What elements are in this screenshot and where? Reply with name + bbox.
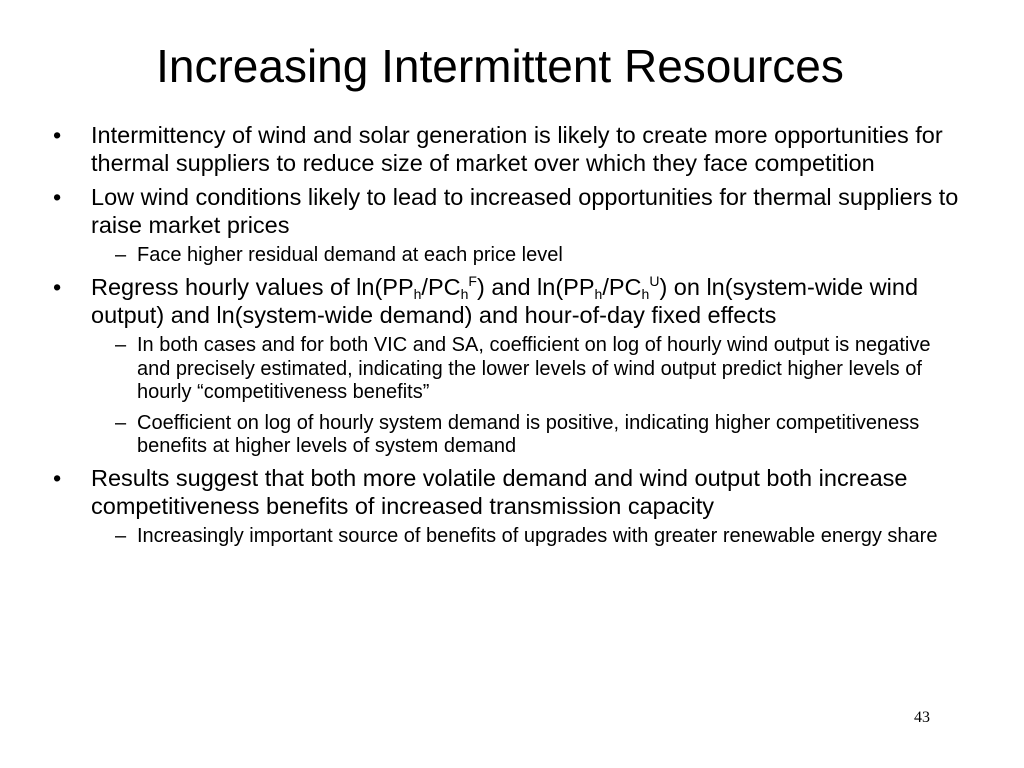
subscript: h <box>460 286 469 303</box>
bullet-marker: • <box>53 274 62 301</box>
sub-bullet-item <box>91 525 960 548</box>
slide-title: Increasing Intermittent Resources <box>156 40 844 92</box>
bullet-text: Intermittency of wind and solar generation is likely to create more opportunities for thermal suppliers to reduce size of market over which they face competition <box>91 122 943 176</box>
subscript: h <box>641 286 650 303</box>
dash-marker: – <box>115 334 127 357</box>
subscript: h <box>594 286 603 303</box>
page-number: 43 <box>914 709 930 726</box>
text-part: /PC <box>602 274 642 301</box>
slide-content <box>50 122 960 556</box>
sub-bullet-text: Face higher residual demand at each price level <box>137 244 563 266</box>
text-part: Regress hourly values of ln(PP <box>91 274 414 301</box>
bullet-text <box>91 274 918 328</box>
sub-bullet-list <box>91 244 960 267</box>
sub-bullet-text: In both cases and for both VIC and SA, coefficient on log of hourly wind output is negative and precisely estimated, indicating the lower levels of wind output predict higher levels of hourly “competitiveness benefits” <box>137 334 931 404</box>
superscript: U <box>649 273 660 290</box>
text-part: /PC <box>421 274 461 301</box>
bullet-text: Results suggest that both more volatile demand and wind output both increase competitiveness benefits of increased transmission capacity <box>91 465 908 519</box>
sub-bullet-list <box>91 334 960 458</box>
bullet-list <box>50 122 960 549</box>
sub-bullet-item <box>91 334 960 404</box>
bullet-item <box>50 465 960 548</box>
text-part: ) on ln(system-wide wind output) and ln(system-wide demand) and hour-of-day fixed effects <box>91 274 919 328</box>
text-part: ) and ln(PP <box>476 274 595 301</box>
bullet-marker: • <box>53 465 62 492</box>
dash-marker: – <box>115 411 127 434</box>
dash-marker: – <box>115 244 127 266</box>
subscript: h <box>413 286 422 303</box>
bullet-text: Low wind conditions likely to lead to increased opportunities for thermal suppliers to raise market prices <box>91 184 959 238</box>
dash-marker: – <box>115 525 127 548</box>
sub-bullet-item <box>91 412 960 459</box>
sub-bullet-text: Increasingly important source of benefits of upgrades with greater renewable energy share <box>137 525 938 548</box>
bullet-item <box>50 122 960 177</box>
bullet-marker: • <box>53 184 62 210</box>
bullet-marker: • <box>53 122 62 148</box>
bullet-item <box>50 274 960 458</box>
sub-bullet-item <box>91 244 960 267</box>
sub-bullet-list <box>91 525 960 548</box>
bullet-item <box>50 184 960 267</box>
superscript: F <box>468 273 477 290</box>
sub-bullet-text: Coefficient on log of hourly system demand is positive, indicating higher competitiveness benefits at higher levels of system demand <box>137 411 920 458</box>
